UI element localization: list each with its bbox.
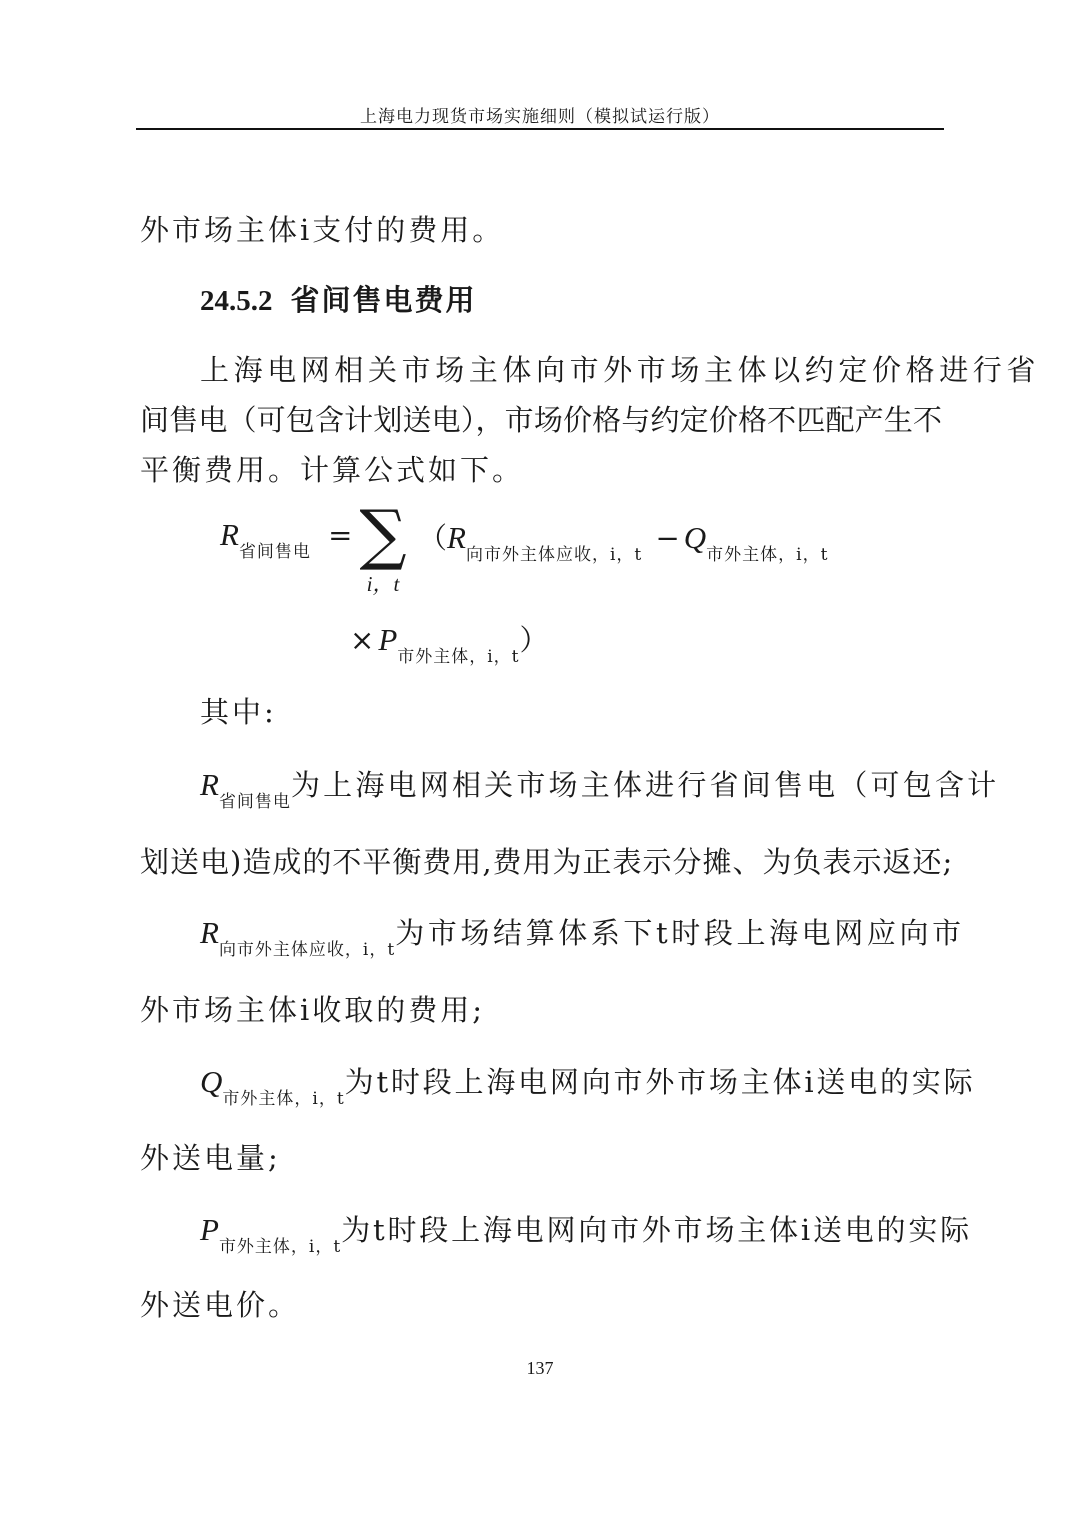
formula-rhs-line-1 bbox=[418, 518, 828, 575]
definition-1-line-2: 划送电)造成的不平衡费用,费用为正表示分摊、为负表示返还; bbox=[140, 845, 954, 879]
formula-term3-symbol: P bbox=[378, 622, 398, 657]
formula-rhs-line-2 bbox=[350, 620, 549, 677]
formula-term2-symbol: Q bbox=[683, 520, 707, 555]
intro-line-1: 上海电网相关市场主体向市外市场主体以约定价格进行省 bbox=[200, 353, 1041, 387]
formula-term3-subscript: 市外主体，i，t bbox=[397, 647, 520, 667]
formula-equals: = bbox=[328, 518, 353, 552]
intro-line-2: 间售电（可包含计划送电），市场价格与约定价格不匹配产生不 bbox=[140, 403, 942, 437]
definition-2-text: 为市场结算体系下t时段上海电网应向市 bbox=[395, 916, 965, 950]
definition-2-symbol: R bbox=[200, 915, 219, 950]
definition-2-line-2: 外市场主体i收取的费用; bbox=[140, 993, 486, 1027]
section-title: 省间售电费用 bbox=[290, 283, 477, 317]
formula-term1-subscript: 向市外主体应收，i，t bbox=[465, 545, 643, 565]
definition-1-text: 为上海电网相关市场主体进行省间售电（可包含计 bbox=[290, 768, 1000, 802]
running-header: 上海电力现货市场实施细则（模拟试运行版） bbox=[360, 107, 720, 127]
definition-1-symbol: R bbox=[200, 767, 219, 802]
formula-term1-symbol: R bbox=[447, 520, 466, 555]
definition-2-subscript: 向市外主体应收，i，t bbox=[218, 940, 396, 960]
definition-3-line-1 bbox=[200, 1062, 975, 1119]
formula-lhs bbox=[220, 515, 352, 572]
formula-close-paren: ） bbox=[519, 623, 549, 657]
formula-minus: − bbox=[655, 521, 680, 555]
section-number: 24.5.2 bbox=[200, 285, 273, 317]
sigma-symbol: ∑ bbox=[359, 496, 407, 573]
definition-4-text: 为t时段上海电网向市外市场主体i送电的实际 bbox=[341, 1213, 972, 1247]
where-label: 其中: bbox=[200, 695, 277, 729]
definition-4-subscript: 市外主体，i，t bbox=[218, 1237, 342, 1257]
formula-times: × bbox=[350, 623, 375, 657]
formula-term2-subscript: 市外主体，i，t bbox=[706, 545, 829, 565]
section-heading bbox=[200, 280, 477, 321]
definition-3-line-2: 外送电量; bbox=[140, 1141, 281, 1175]
formula-open-paren: （ bbox=[418, 521, 448, 555]
definition-4-symbol: P bbox=[200, 1212, 219, 1247]
header-rule bbox=[136, 128, 944, 130]
formula-lhs-subscript: 省间售电 bbox=[238, 542, 311, 562]
page-number: 137 bbox=[526, 1358, 554, 1378]
definition-2-line-1 bbox=[200, 913, 965, 970]
definition-3-text: 为t时段上海电网向市外市场主体i送电的实际 bbox=[344, 1065, 976, 1099]
intro-line-3: 平衡费用。计算公式如下。 bbox=[140, 453, 525, 487]
formula-summation bbox=[357, 496, 409, 598]
definition-1-subscript: 省间售电 bbox=[218, 792, 291, 812]
definition-3-symbol: Q bbox=[200, 1064, 223, 1099]
sigma-index: i，t bbox=[366, 572, 400, 596]
definition-3-subscript: 市外主体，i，t bbox=[222, 1089, 345, 1109]
definition-4-line-2: 外送电价。 bbox=[140, 1288, 301, 1322]
definition-4-line-1 bbox=[200, 1210, 972, 1267]
definition-1-line-1 bbox=[200, 765, 999, 822]
formula-lhs-symbol: R bbox=[220, 517, 239, 552]
continuation-text: 外市场主体i支付的费用。 bbox=[140, 213, 505, 247]
